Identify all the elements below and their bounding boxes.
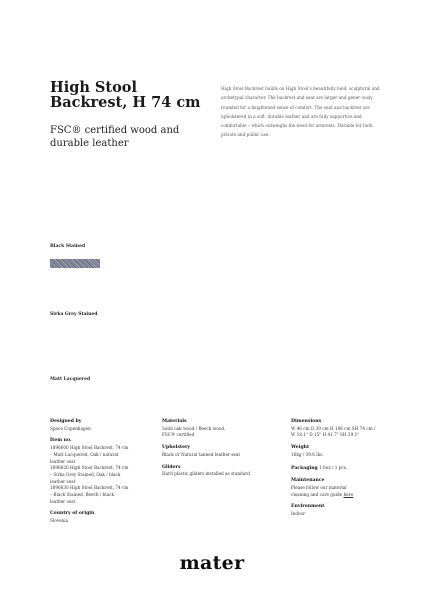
- country-value: Slovenia: [50, 518, 69, 524]
- specs-column-3: [291, 419, 409, 524]
- product-subtitle: FSC® certified wood and durable leather: [50, 125, 180, 149]
- gliders-value: Hard plastic gliders installed as standard: [162, 471, 250, 477]
- dimensions-value: W 46 cm D 39 cm H 106 cm SH 74 cm / W 18.1" D 15" H 41.7" SH 29.1": [291, 425, 376, 438]
- variant-label-sirka-grey: Sirka Grey Stained: [50, 312, 98, 317]
- maintenance-value: Please follow our material cleaning and care guide: [291, 484, 347, 497]
- designed-by-heading: Designed by: [50, 419, 82, 424]
- product-description: High Stool Backrest builds on High Stool's beautifully bold, sculptural and archetypal character. The backrest and seat are larger and gener ously rounded for a heightened sense of comfort. The seat and backrest are upholstered in a soft, durable leather and are fully supportive and comfortable – which outweighs the need for armrests. Durable for both private and public use.: [221, 86, 380, 138]
- dimensions-heading: Dimensions: [291, 419, 322, 424]
- upholstery-heading: Upholstery: [162, 445, 191, 451]
- specs-column-1: [50, 419, 160, 531]
- variant-label-matt-lacquered: Matt Lacquered: [50, 377, 91, 382]
- weight-heading: Weight: [291, 445, 310, 451]
- environment-heading: Environment: [291, 504, 325, 510]
- packaging-heading: Packaging: [291, 465, 318, 471]
- gliders-heading: Gliders: [162, 464, 181, 470]
- upholstery-value: Black or Natural tanned leather seat: [162, 451, 241, 457]
- designed-by-value: Space Copenhagen: [50, 425, 91, 431]
- item-no-value: 1896600 High Stool Backrest, 74 cm – Matt Lacquered, Oak / natural leather seat 1896620 High Stool Backrest, 74 cm – Sirka Grey Stained, Oak / black leather seat 1896630 High Stool Backrest, 74 cm – Black Stained, Beech / black leather seat: [50, 445, 129, 504]
- care-guide-link[interactable]: here: [343, 491, 354, 497]
- variant-label-black-stained: Black Stained: [50, 244, 86, 249]
- environment-value: Indoor: [291, 511, 306, 517]
- item-no-heading: Item no.: [50, 438, 72, 444]
- specs-column-2: [162, 419, 272, 484]
- black-stained-swatch: [50, 259, 100, 268]
- product-title: High Stool Backrest, H 74 cm: [50, 79, 201, 111]
- packaging-value: 1 box / 1 pcs.: [319, 464, 348, 470]
- country-heading: Country of origin: [50, 511, 95, 517]
- maintenance-heading: Maintenance: [291, 478, 325, 484]
- weight-value: 16kg / 39.6 lbs.: [291, 451, 324, 457]
- materials-value: Solid oak wood / Beech wood, FSC® certified: [162, 425, 226, 438]
- materials-heading: Materials: [162, 419, 187, 424]
- mater-logo: mater: [179, 552, 245, 574]
